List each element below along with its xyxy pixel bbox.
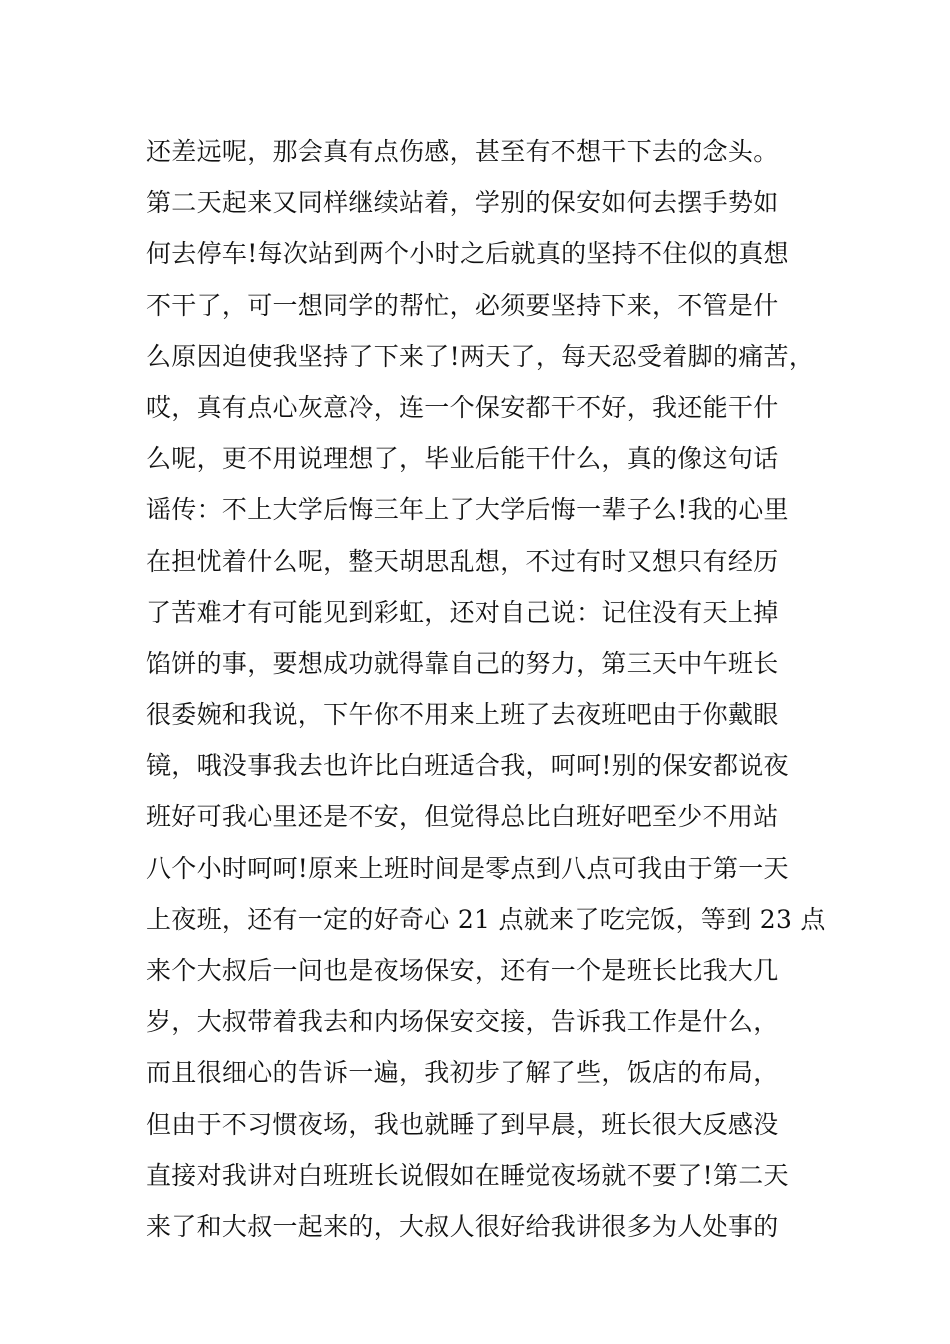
text-line: 第二天起来又同样继续站着，学别的保安如何去摆手势如 bbox=[146, 188, 779, 218]
text-line: 么呢，更不用说理想了，毕业后能干什么，真的像这句话 bbox=[146, 444, 779, 474]
text-line: 八个小时呵呵!原来上班时间是零点到八点可我由于第一天 bbox=[146, 853, 789, 883]
text-line: 很委婉和我说，下午你不用来上班了去夜班吧由于你戴眼 bbox=[146, 700, 779, 730]
text-line: 镜，哦没事我去也许比白班适合我，呵呵!别的保安都说夜 bbox=[146, 751, 789, 781]
text-line: 何去停车!每次站到两个小时之后就真的坚持不住似的真想 bbox=[146, 239, 789, 269]
text-line: 直接对我讲对白班班长说假如在睡觉夜场就不要了!第二天 bbox=[146, 1160, 789, 1190]
body-text bbox=[146, 126, 826, 1252]
text-line: 但由于不习惯夜场，我也就睡了到早晨，班长很大反感没 bbox=[146, 1109, 779, 1139]
text-line: 不干了，可一想同学的帮忙，必须要坚持下来，不管是什 bbox=[146, 290, 779, 320]
text-line: 来个大叔后一问也是夜场保安，还有一个是班长比我大几 bbox=[146, 956, 779, 985]
text-line: 还差远呢，那会真有点伤感，甚至有不想干下去的念头。 bbox=[146, 137, 779, 166]
text-line: 而且很细心的告诉一遍，我初步了解了些，饭店的布局， bbox=[146, 1058, 779, 1088]
text-line: 馅饼的事，要想成功就得靠自己的努力，第三天中午班长 bbox=[146, 648, 779, 678]
text-line: 么原因迫使我坚持了下来了!两天了，每天忍受着脚的痛苦， bbox=[146, 341, 815, 371]
text-line: 岁，大叔带着我去和内场保安交接，告诉我工作是什么， bbox=[146, 1007, 779, 1037]
text-line: 班好可我心里还是不安，但觉得总比白班好吧至少不用站 bbox=[146, 802, 779, 832]
text-line: 谣传：不上大学后悔三年上了大学后悔一辈子么!我的心里 bbox=[146, 495, 789, 525]
text-line: 了苦难才有可能见到彩虹，还对自己说：记住没有天上掉 bbox=[146, 597, 779, 627]
text-line: 来了和大叔一起来的，大叔人很好给我讲很多为人处事的 bbox=[146, 1211, 779, 1241]
text-line: 哎，真有点心灰意冷，连一个保安都干不好，我还能干什 bbox=[146, 392, 779, 422]
text-line: 在担忧着什么呢，整天胡思乱想，不过有时又想只有经历 bbox=[146, 546, 779, 576]
text-line: 上夜班，还有一定的好奇心 21 点就来了吃完饭，等到 23 点 bbox=[146, 904, 826, 934]
